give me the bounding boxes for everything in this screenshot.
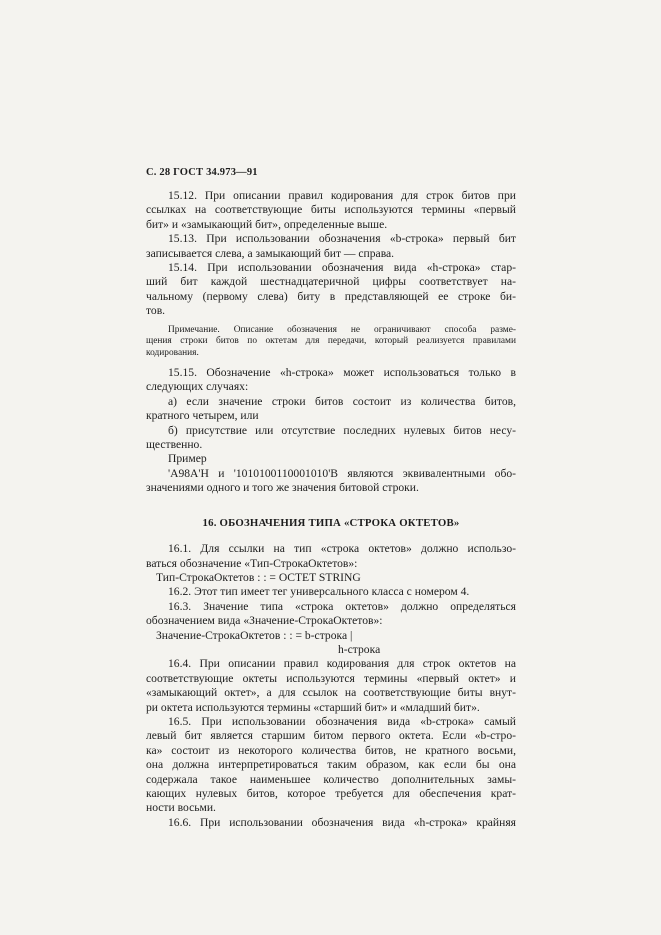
paragraph-16-2 [146,585,516,599]
text-line: ри октета используются термины «старший бит» и «младший бит». [146,700,480,714]
document-body [146,189,516,830]
paragraph-16-1 [146,542,516,585]
text-line: следующих случаях: [146,380,249,394]
text-line: б) присутствие или отсутствие последних нулевых битов несу- [168,423,516,437]
note-line: щения строки битов по октетам для передачи, который реализуется правилами [146,336,516,347]
text-line: кающих нулевых битов, которое требуется для обеспечения крат- [146,787,516,801]
note-line: кодирования. [146,348,199,359]
text-line: бит» и «замыкающий бит», определенные выше. [146,217,388,231]
paragraph-16-4 [146,657,516,715]
text-line: ссылках на соответствующие биты используются термины «первый [146,203,516,217]
text-line: 16.6. При использовании обозначения вида «h-строка» крайняя [168,815,516,829]
text-line: записывается слева, а замыкающий бит — справа. [146,246,395,260]
text-line: соответствующие октеты используются термины «первый октет» и [146,671,516,685]
text-line: тов. [146,304,166,318]
text-line: ваться обозначение «Тип-СтрокаОктетов»: [146,556,358,570]
text-line: 16.4. При описании правил кодирования для строк октетов на [168,657,516,671]
page-header: С. 28 ГОСТ 34.973—91 [146,167,258,178]
section-title: 16. ОБОЗНАЧЕНИЯ ТИПА «СТРОКА ОКТЕТОВ» [202,516,460,529]
text-line: левый бит является старшим битом первого октета. Если «b-стро- [146,729,516,743]
text-line: 16.1. Для ссылки на тип «строка октетов» должно использо- [168,542,516,556]
note-block [146,325,516,360]
text-line: 15.14. При использовании обозначения вида «h-строка» стар- [168,261,516,275]
text-line: «замыкающий октет», а для ссылок на соответствующие биты внут- [146,686,516,700]
paragraph-16-3 [146,600,516,658]
text-line: 'A98A'H и '1010100110001010'B являются эквивалентными обо- [168,466,516,480]
text-line: 15.13. При использовании обозначения «b-строка» первый бит [168,232,516,246]
paragraph-15-14 [146,261,516,319]
text-line: она должна интерпретироваться таким образом, как если бы она [146,758,516,772]
text-line: ности восьми. [146,801,216,815]
text-line: 16.5. При использовании обозначения вида «b-строка» самый [168,714,516,728]
text-line: кратного четырем, или [146,409,259,423]
formula-line: h-строка [338,642,381,656]
text-line: 16.3. Значение типа «строка октетов» должно определяться [168,599,516,613]
text-line: а) если значение строки битов состоит из количества битов, [168,394,516,408]
text-line: 16.2. Этот тип имеет тег универсального класса с номером 4. [168,585,470,599]
text-line: ший бит каждой шестнадцатеричной цифры соответствует на- [146,275,516,289]
text-line: обозначением вида «Значение-СтрокаОктетов»: [146,614,383,628]
paragraph-16-5 [146,715,516,816]
paragraph-16-6 [146,816,516,830]
note-line: Примечание. Описание обозначения не ограничивают способа разме- [168,324,516,335]
example-label: Пример [168,452,207,466]
text-line: 15.15. Обозначение «h-строка» может использоваться только в [168,366,516,380]
formula-line: Тип-СтрокаОктетов : : = OCTET STRING [156,570,361,584]
text-line: содержала такое наименьшее количество дополнительных замы- [146,772,516,786]
text-line: щественно. [146,438,203,452]
paragraph-15-15 [146,366,516,496]
text-line: значениями одного и того же значения битовой строки. [146,481,419,495]
text-line: ка» состоит из некоторого количества битов, не кратного восьми, [146,743,516,757]
text-line: 15.12. При описании правил кодирования для строк битов при [168,189,516,202]
text-line: чальному (первому слева) биту в представляющей ее строке би- [146,289,516,303]
formula-line: Значение-СтрокаОктетов : : = b-строка | [156,628,353,642]
paragraph-15-12 [146,189,516,232]
paragraph-15-13 [146,232,516,261]
